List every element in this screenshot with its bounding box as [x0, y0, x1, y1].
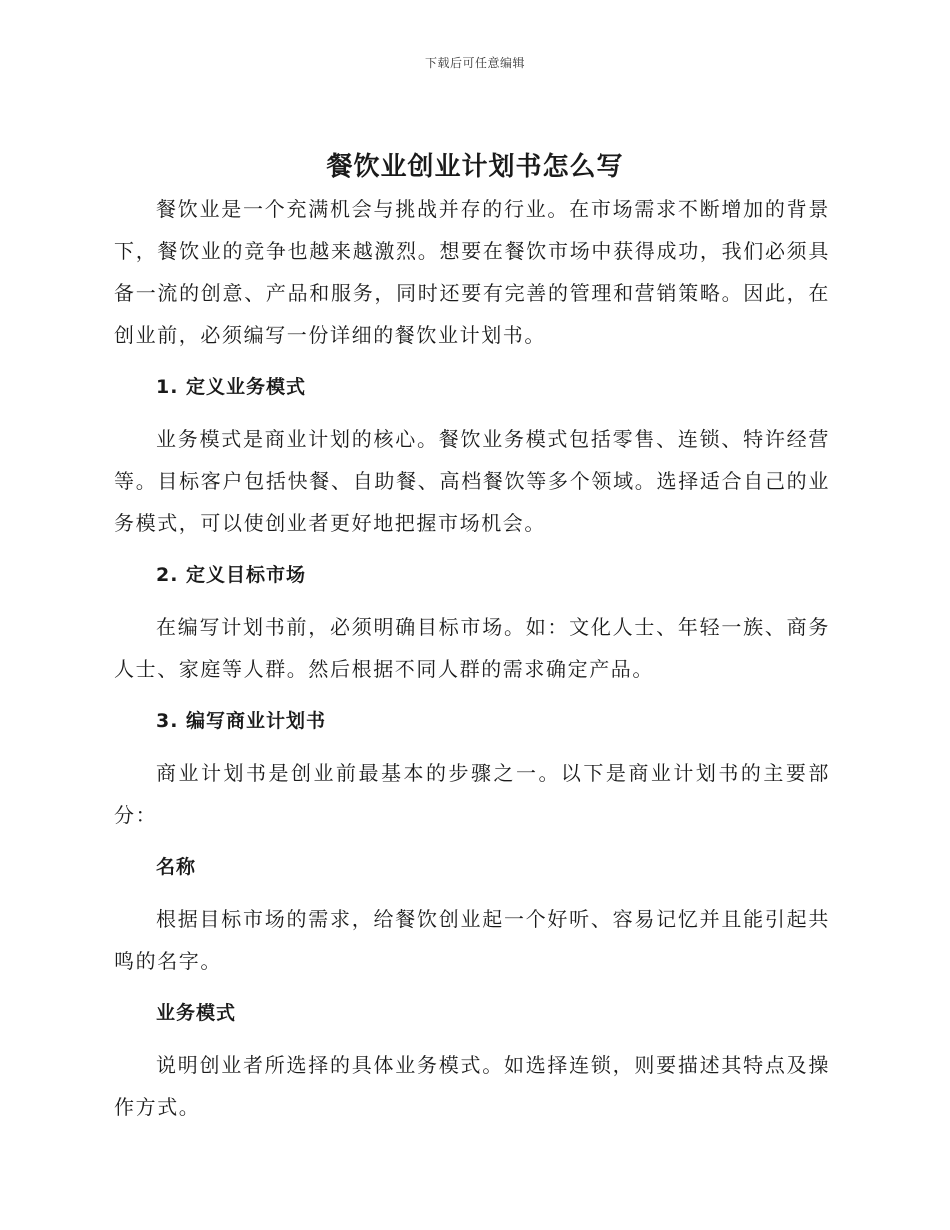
spacer [114, 742, 830, 752]
section-heading-write-plan: 3. 编写商业计划书 [156, 710, 327, 732]
subsection-body-name: 根据目标市场的需求，给餐饮创业起一个好听、容易记忆并且能引起共鸣的名字。 [114, 907, 830, 973]
spacer [114, 690, 830, 700]
document-body [114, 188, 830, 1128]
section-body-target-market: 在编写计划书前，必须明确目标市场。如：文化人士、年轻一族、商务人士、家庭等人群。然后根据不同人群的需求确定产品。 [114, 615, 830, 681]
spacer [114, 596, 830, 606]
spacer [114, 888, 830, 898]
subsection-heading-business-model: 业务模式 [156, 1002, 237, 1024]
spacer [114, 544, 830, 554]
section-heading-target-market: 2. 定义目标市场 [156, 564, 307, 586]
spacer [114, 356, 830, 366]
spacer [114, 1034, 830, 1044]
header-note: 下载后可任意编辑 [424, 56, 525, 70]
spacer [114, 836, 830, 846]
section-body-write-plan: 商业计划书是创业前最基本的步骤之一。以下是商业计划书的主要部分： [114, 761, 830, 827]
section-heading-business-model: 1. 定义业务模式 [156, 376, 307, 398]
section-body-business-model: 业务模式是商业计划的核心。餐饮业务模式包括零售、连锁、特许经营等。目标客户包括快餐、自助餐、高档餐饮等多个领域。选择适合自己的业务模式，可以使创业者更好地把握市场机会。 [114, 427, 830, 535]
subsection-heading-name: 名称 [156, 856, 197, 878]
spacer [114, 408, 830, 418]
spacer [114, 982, 830, 992]
subsection-body-business-model: 说明创业者所选择的具体业务模式。如选择连锁，则要描述其特点及操作方式。 [114, 1053, 830, 1119]
intro-paragraph: 餐饮业是一个充满机会与挑战并存的行业。在市场需求不断增加的背景下，餐饮业的竞争也越来越激烈。想要在餐饮市场中获得成功，我们必须具备一流的创意、产品和服务，同时还要有完善的管理和营销策略。因此，在创业前，必须编写一份详细的餐饮业计划书。 [114, 197, 830, 347]
document-title: 餐饮业创业计划书怎么写 [326, 152, 624, 182]
